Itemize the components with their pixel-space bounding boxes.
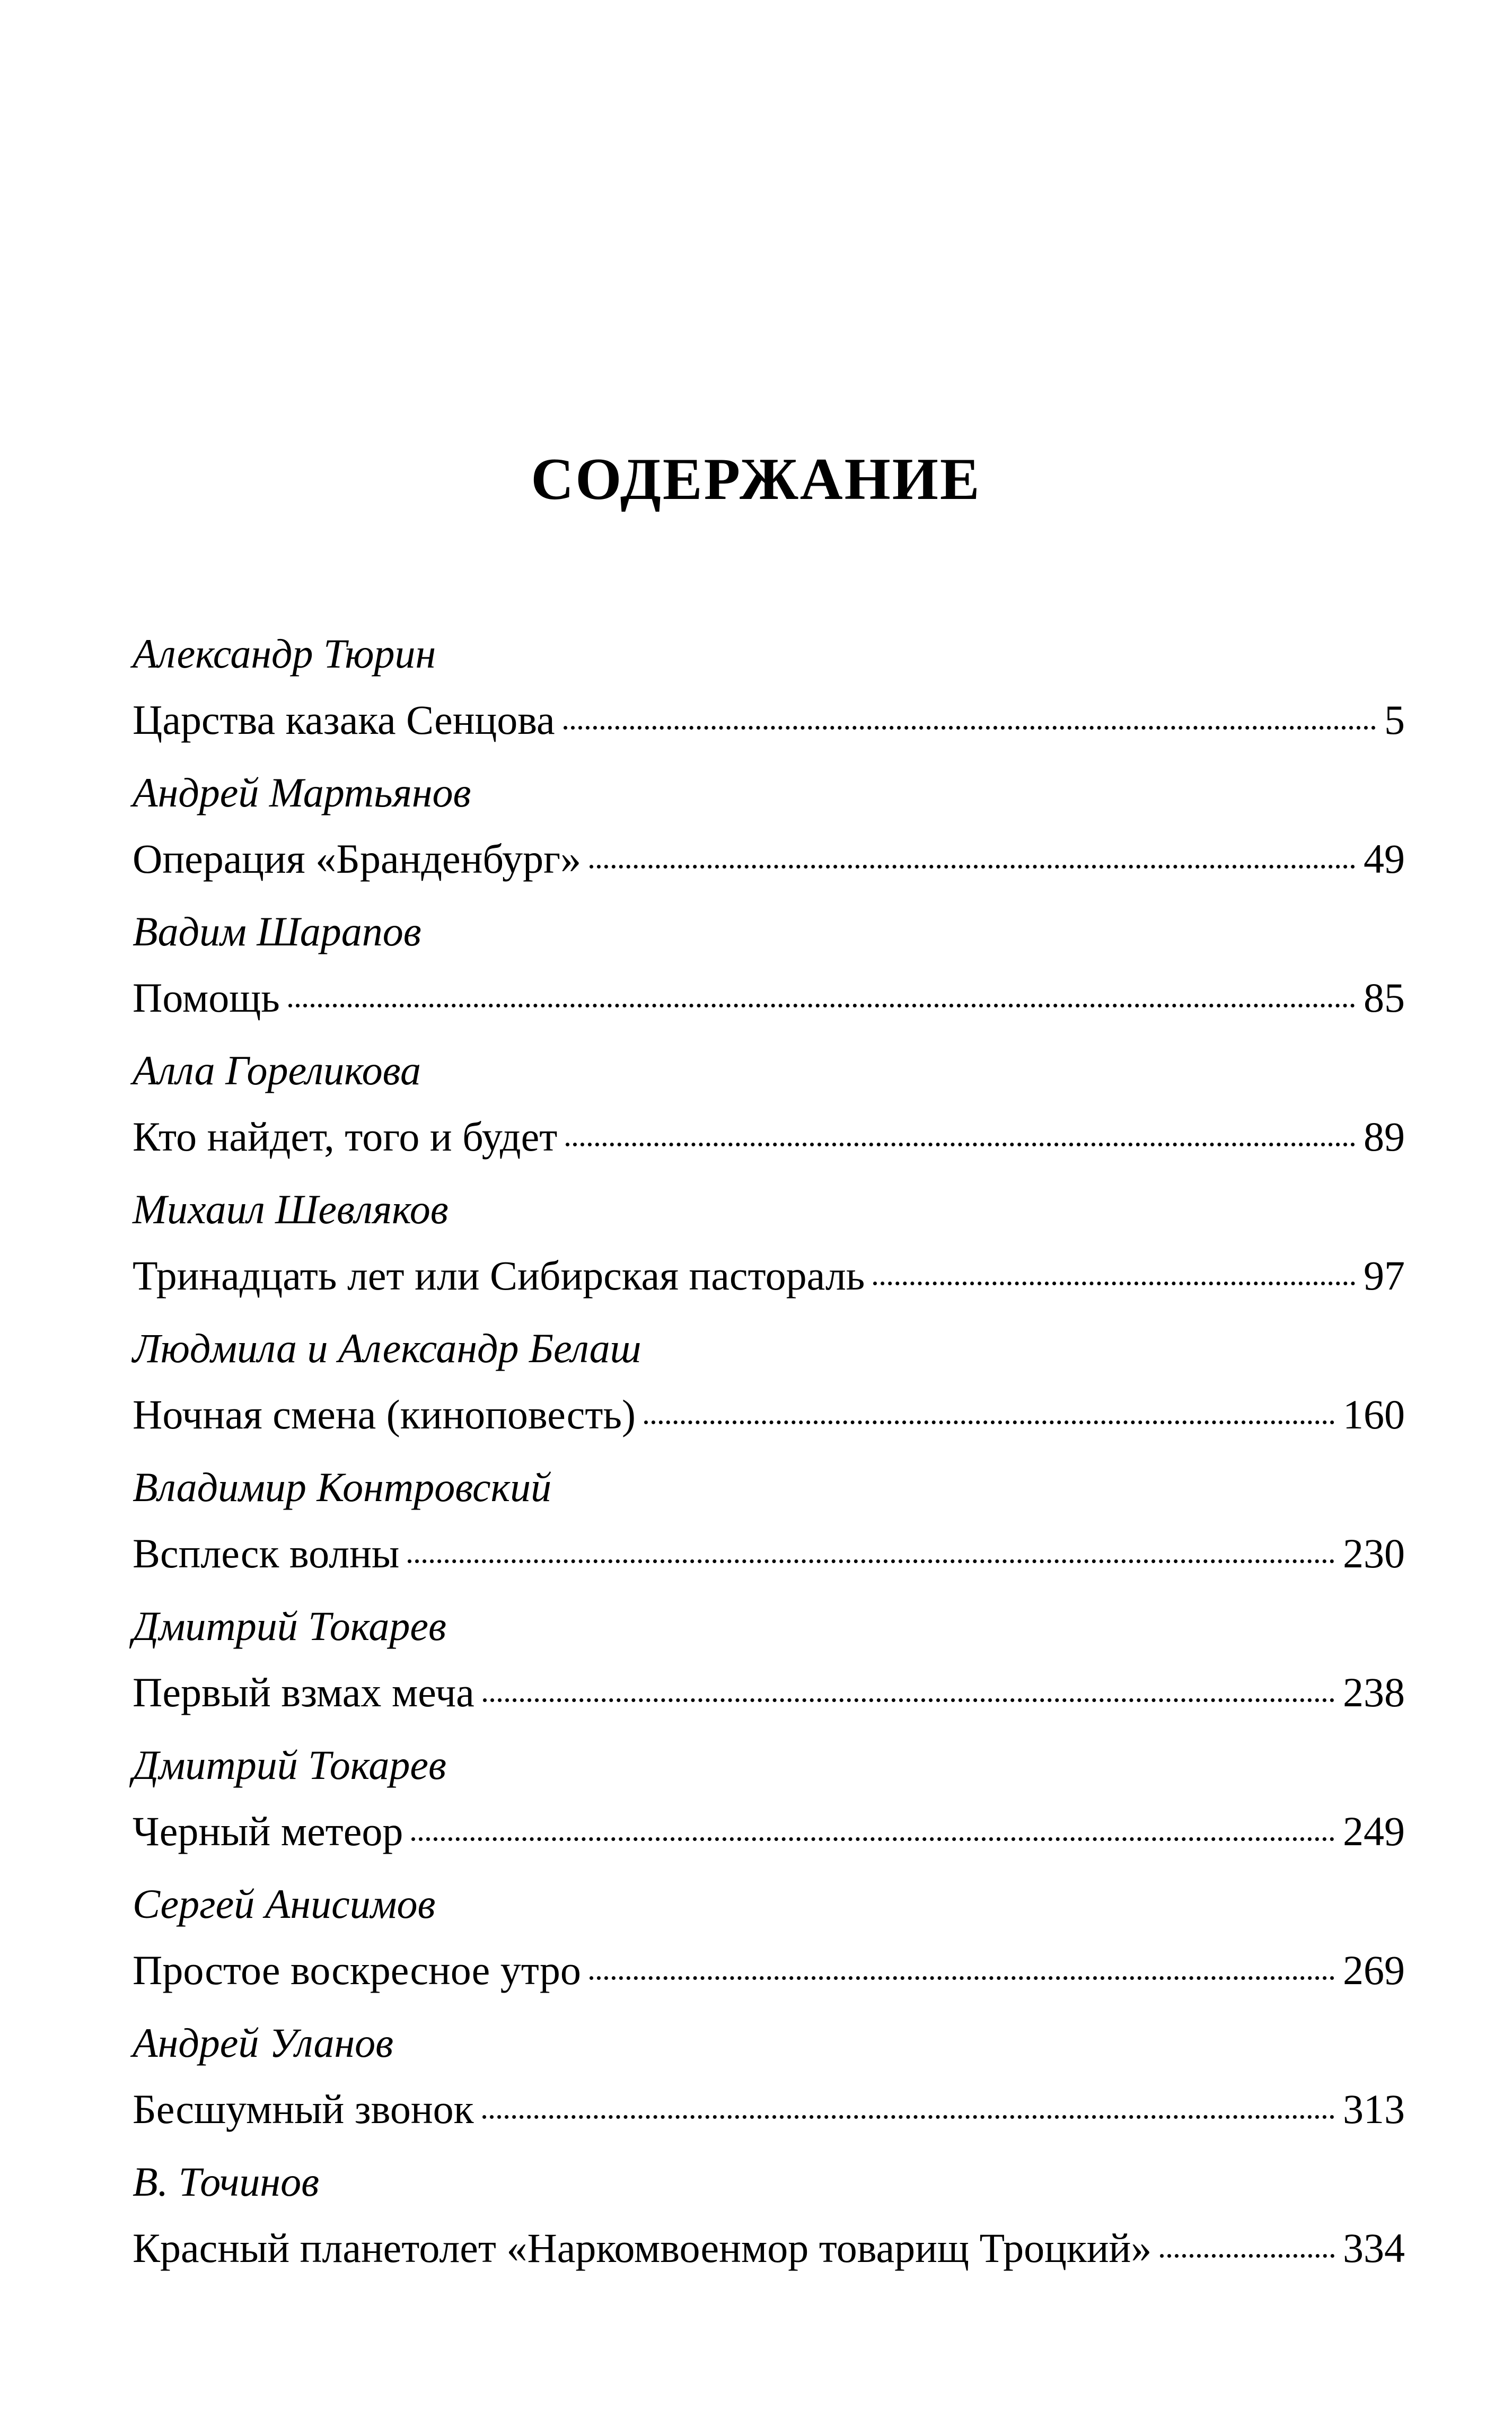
entry-line[interactable] (133, 1943, 1405, 1991)
table-of-contents (133, 626, 1405, 2293)
toc-entry (133, 1459, 1405, 1598)
entry-title: Операция «Бранденбург» (133, 836, 582, 882)
entry-line[interactable] (133, 2221, 1405, 2269)
toc-entry (133, 765, 1405, 904)
entry-author: В. Точинов (133, 2159, 319, 2205)
toc-entry (133, 1181, 1405, 1320)
toc-entry (133, 1876, 1405, 2015)
entry-title: Всплеск волны (133, 1530, 400, 1576)
entry-page-number: 160 (1343, 1391, 1405, 1437)
entry-author: Андрей Уланов (133, 2020, 394, 2066)
entry-line[interactable] (133, 1248, 1405, 1299)
toc-entry (133, 626, 1405, 765)
entry-author: Дмитрий Токарев (133, 1603, 446, 1649)
entry-line[interactable] (133, 1387, 1405, 1435)
toc-entry (133, 1737, 1405, 1876)
entry-title: Первый взмах меча (133, 1669, 474, 1715)
entry-author: Алла Гореликова (133, 1047, 421, 1093)
entry-page-number: 230 (1343, 1530, 1405, 1576)
entry-page-number: 249 (1343, 1808, 1405, 1854)
entry-author: Александр Тюрин (133, 630, 436, 677)
entry-title: Красный планетолет «Наркомвоенмор товарищ Троцкий» (133, 2225, 1152, 2271)
entry-author: Людмила и Александр Белаш (133, 1325, 641, 1371)
entry-line[interactable] (133, 2082, 1405, 2130)
dot-leader (1160, 2221, 1334, 2262)
dot-leader (644, 1387, 1334, 1428)
contents-heading: СОДЕРЖАНИЕ (531, 446, 981, 512)
dot-leader (590, 831, 1355, 873)
entry-author: Михаил Шевляков (133, 1186, 449, 1232)
entry-line[interactable] (133, 692, 1405, 741)
entry-title: Черный метеор (133, 1808, 403, 1854)
entry-author: Дмитрий Токарев (133, 1742, 446, 1788)
entry-title: Кто найдет, того и будет (133, 1113, 558, 1160)
entry-line[interactable] (133, 970, 1405, 1019)
entry-page-number: 269 (1343, 1947, 1405, 1993)
toc-entry (133, 904, 1405, 1042)
entry-title: Бесшумный звонок (133, 2086, 474, 2132)
entry-page-number: 49 (1364, 836, 1405, 882)
dot-leader (566, 1109, 1355, 1151)
entry-title: Тринадцать лет или Сибирская пастораль (133, 1252, 865, 1299)
entry-author: Сергей Анисимов (133, 1881, 436, 1927)
entry-line[interactable] (133, 1665, 1405, 1713)
entry-line[interactable] (133, 1526, 1405, 1574)
toc-entry (133, 1320, 1405, 1459)
dot-leader (411, 1804, 1334, 1845)
entry-page-number: 85 (1364, 975, 1405, 1021)
toc-entry (133, 2015, 1405, 2154)
entry-title: Помощь (133, 975, 280, 1021)
entry-title: Царства казака Сенцова (133, 697, 555, 743)
entry-author: Владимир Контровский (133, 1464, 552, 1510)
dot-leader (590, 1943, 1334, 1984)
dot-leader (873, 1248, 1355, 1290)
entry-line[interactable] (133, 1109, 1405, 1160)
entry-title: Ночная смена (киноповесть) (133, 1391, 636, 1437)
dot-leader (408, 1526, 1334, 1567)
entry-line[interactable] (133, 1804, 1405, 1852)
dot-leader (482, 2082, 1335, 2123)
entry-page-number: 238 (1343, 1669, 1405, 1715)
entry-page-number: 89 (1364, 1113, 1405, 1160)
entry-title: Простое воскресное утро (133, 1947, 581, 1993)
toc-entry (133, 1042, 1405, 1181)
dot-leader (483, 1665, 1334, 1706)
toc-entry (133, 2154, 1405, 2293)
entry-author: Вадим Шарапов (133, 908, 421, 954)
entry-line[interactable] (133, 831, 1405, 880)
toc-entry (133, 1598, 1405, 1737)
dot-leader (288, 970, 1355, 1012)
entry-page-number: 334 (1343, 2225, 1405, 2271)
entry-author: Андрей Мартьянов (133, 769, 471, 815)
entry-page-number: 97 (1364, 1252, 1405, 1299)
dot-leader (564, 692, 1376, 734)
entry-page-number: 5 (1384, 697, 1405, 743)
entry-page-number: 313 (1343, 2086, 1405, 2132)
